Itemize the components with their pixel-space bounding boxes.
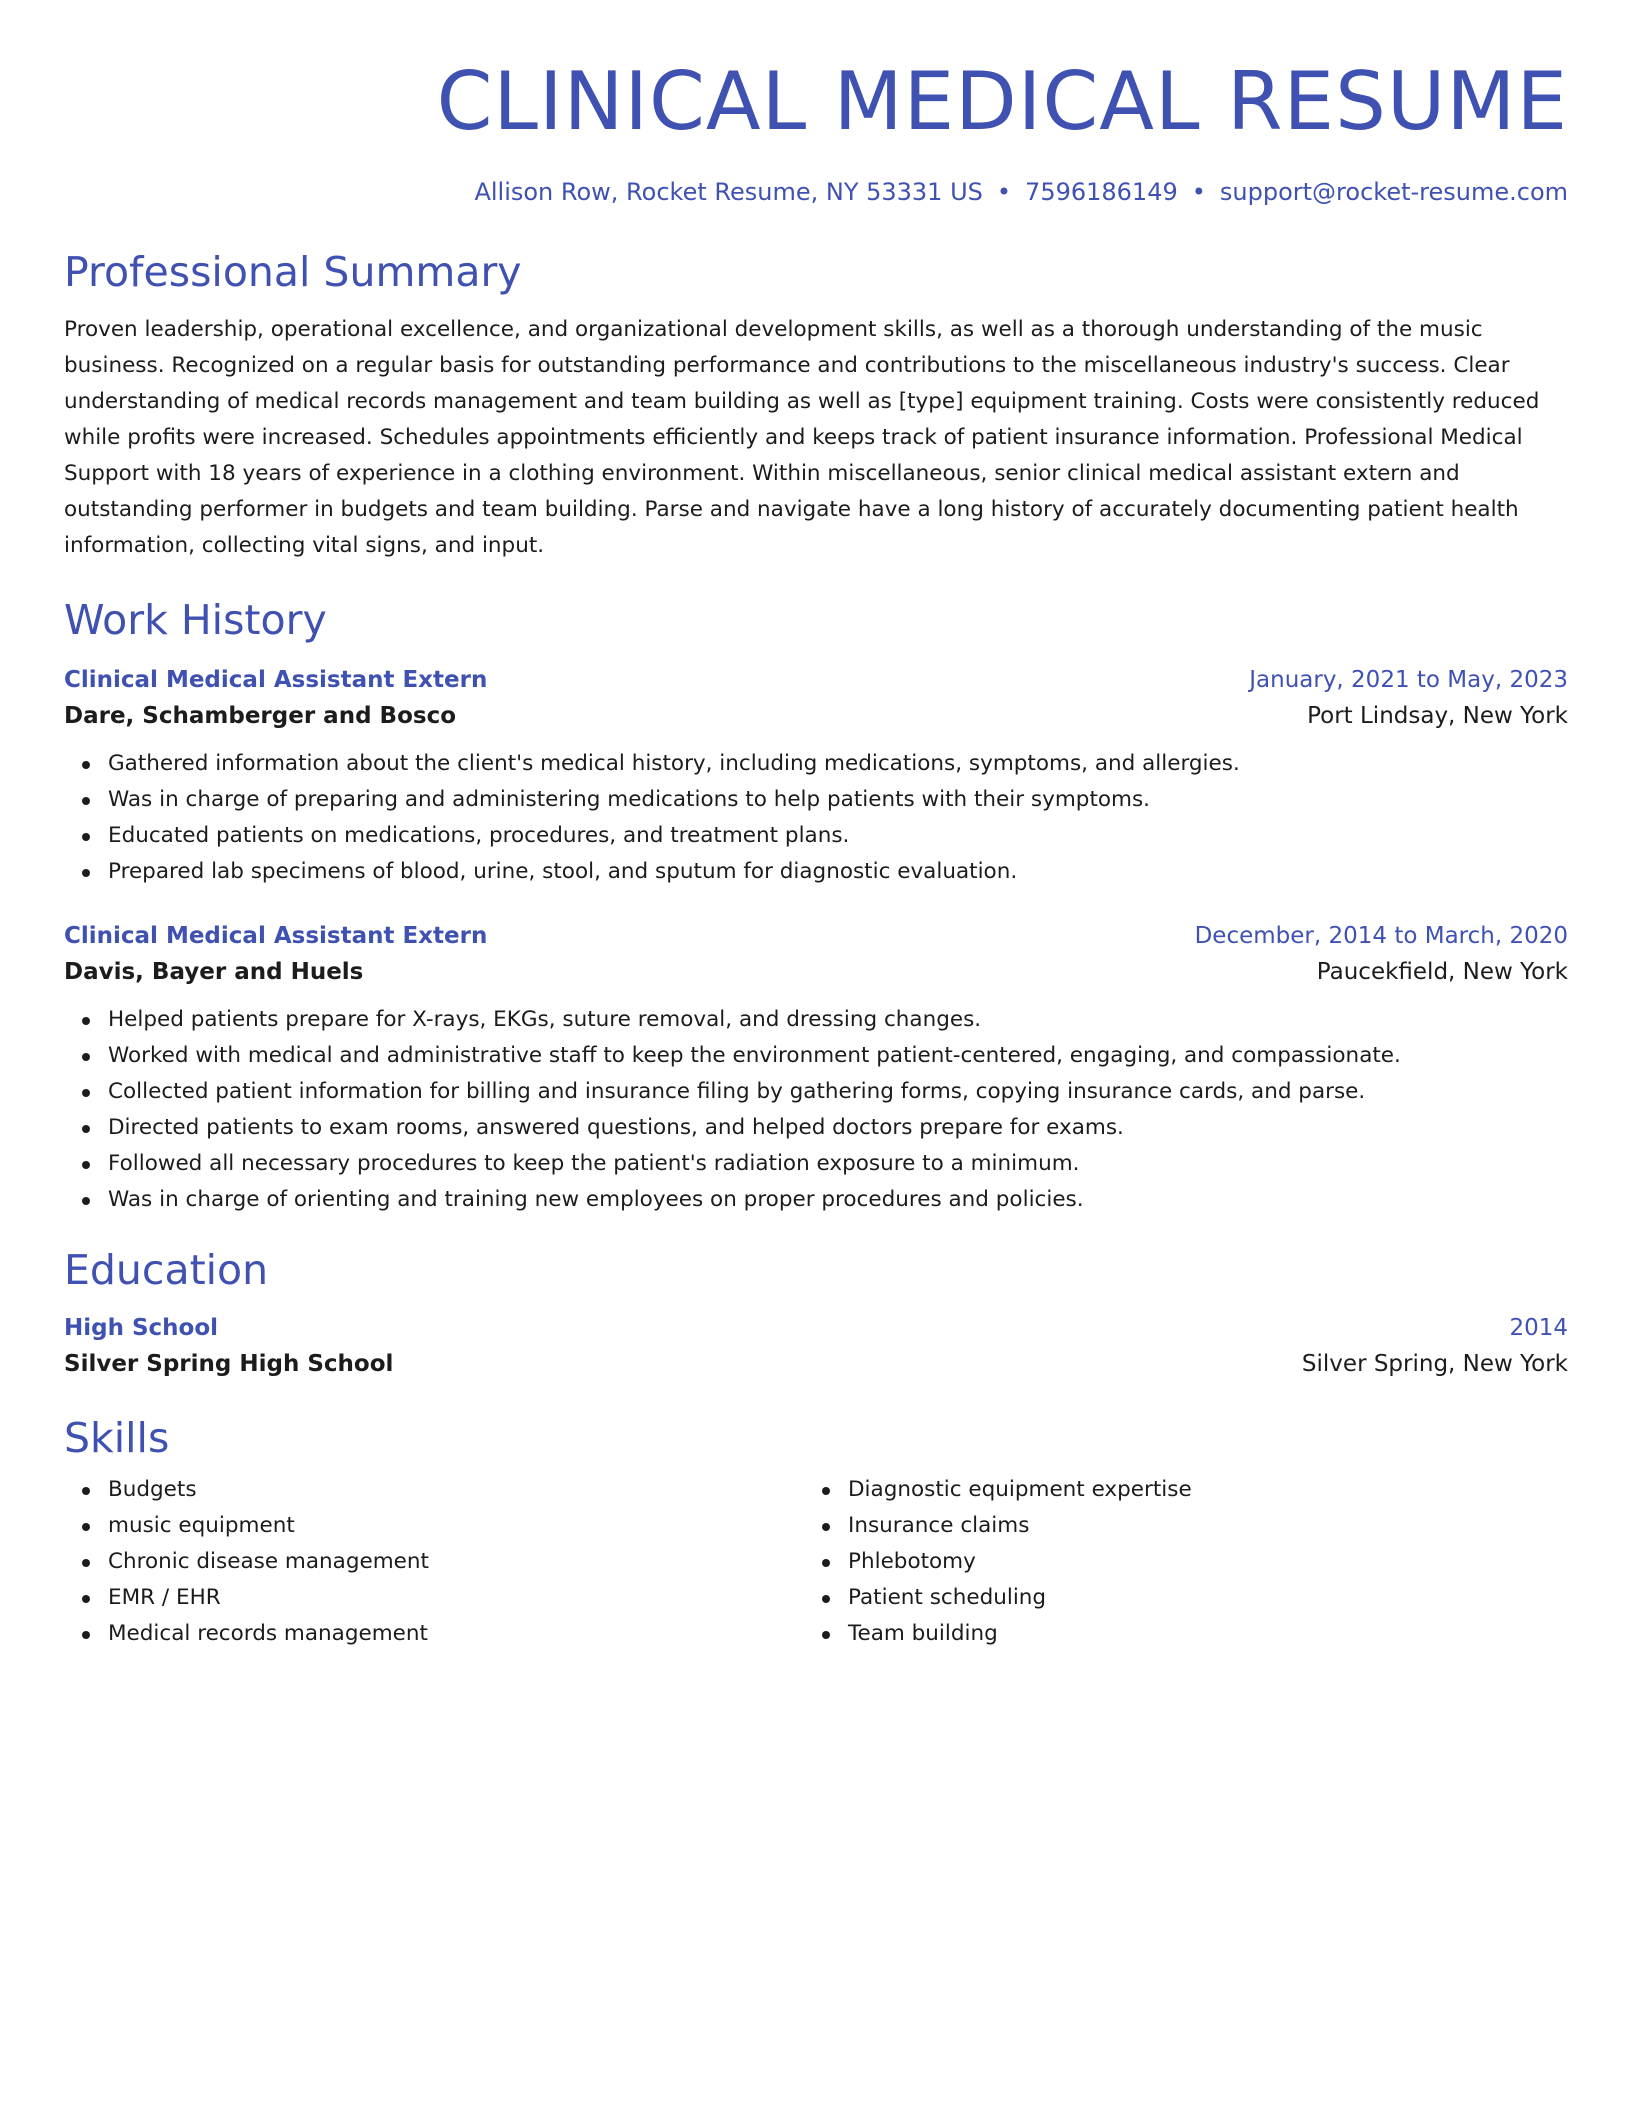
education-school: Silver Spring High School [64,1351,394,1377]
job-employer: Davis, Bayer and Huels [64,959,364,985]
job-title: Clinical Medical Assistant Extern [64,667,488,693]
job-duty: Educated patients on medications, procedures, and treatment plans. [108,818,1568,854]
education-heading: Education [64,1246,269,1294]
skill-item: Team building [848,1616,1544,1652]
skill-item: Budgets [108,1472,804,1508]
job-duty: Directed patients to exam rooms, answered questions, and helped doctors prepare for exams. [108,1110,1568,1146]
job-location: Port Lindsay, New York [1307,703,1568,729]
contact-phone: 7596186149 [1025,178,1178,206]
job-title-row [64,664,1568,696]
job-duty: Collected patient information for billing and insurance filing by gathering forms, copying insurance cards, and parse. [108,1074,1568,1110]
job-title: Clinical Medical Assistant Extern [64,923,488,949]
job-duty: Followed all necessary procedures to keep the patient's radiation exposure to a minimum. [108,1146,1568,1182]
job-dates: January, 2021 to May, 2023 [1249,667,1568,693]
education-entry [64,1312,1568,1384]
education-school-row [64,1344,1568,1384]
skills-columns [64,1472,1568,1652]
education-year: 2014 [1509,1315,1568,1341]
job-duty: Was in charge of orienting and training new employees on proper procedures and policies. [108,1182,1568,1218]
skills-list-right [804,1472,1544,1652]
contact-email[interactable]: support@rocket-resume.com [1219,178,1568,206]
job-duty: Gathered information about the client's medical history, including medications, symptoms, and allergies. [108,746,1568,782]
job-duties-list [64,746,1568,890]
job-duty: Was in charge of preparing and administering medications to help patients with their symptoms. [108,782,1568,818]
job-location: Paucekfield, New York [1316,959,1568,985]
skill-item: Chronic disease management [108,1544,804,1580]
job-entry [64,664,1568,890]
education-degree-row [64,1312,1568,1344]
resume-page [64,0,1568,1652]
contact-separator: • [996,178,1012,206]
skill-item: Phlebotomy [848,1544,1544,1580]
skill-item: Patient scheduling [848,1580,1544,1616]
job-title-row [64,920,1568,952]
education-location: Silver Spring, New York [1301,1351,1568,1377]
job-duties-list [64,1002,1568,1218]
education-degree: High School [64,1315,219,1341]
job-entry [64,920,1568,1218]
summary-heading: Professional Summary [64,248,522,296]
skills-list-left [64,1472,804,1652]
job-duty: Helped patients prepare for X-rays, EKGs, suture removal, and dressing changes. [108,1002,1568,1038]
job-employer-row [64,952,1568,992]
skills-heading: Skills [64,1414,170,1462]
skill-item: Diagnostic equipment expertise [848,1472,1544,1508]
job-employer: Dare, Schamberger and Bosco [64,703,456,729]
work-history-heading: Work History [64,596,327,644]
summary-text: Proven leadership, operational excellence, and organizational development skills, as well as a thorough understanding of the music business. Recognized on a regular basis for outstanding performance and contributions to the miscellaneous industry's success. Clear understanding of medical records management and team building as well as [type] equipment training. Costs were consistently reduced while profits were increased. Schedules appointments efficiently and keeps track of patient insurance information. Professional Medical Support with 18 years of experience in a clothing environment. Within miscellaneous, senior clinical medical assistant extern and outstanding performer in budgets and team building. Parse and navigate have a long history of accurately documenting patient health information, collecting vital signs, and input. [64,317,1540,558]
skill-item: EMR / EHR [108,1580,804,1616]
skill-item: Medical records management [108,1616,804,1652]
job-duty: Worked with medical and administrative staff to keep the environment patient-centered, engaging, and compassionate. [108,1038,1568,1074]
contact-address: Allison Row, Rocket Resume, NY 53331 US [474,178,983,206]
job-employer-row [64,696,1568,736]
skill-item: music equipment [108,1508,804,1544]
resume-header [64,0,1568,208]
contact-separator: • [1191,178,1206,206]
job-dates: December, 2014 to March, 2020 [1194,923,1568,949]
resume-title: CLINICAL MEDICAL RESUME [436,55,1568,148]
job-duty: Prepared lab specimens of blood, urine, stool, and sputum for diagnostic evaluation. [108,854,1568,890]
skill-item: Insurance claims [848,1508,1544,1544]
contact-line [64,176,1568,208]
